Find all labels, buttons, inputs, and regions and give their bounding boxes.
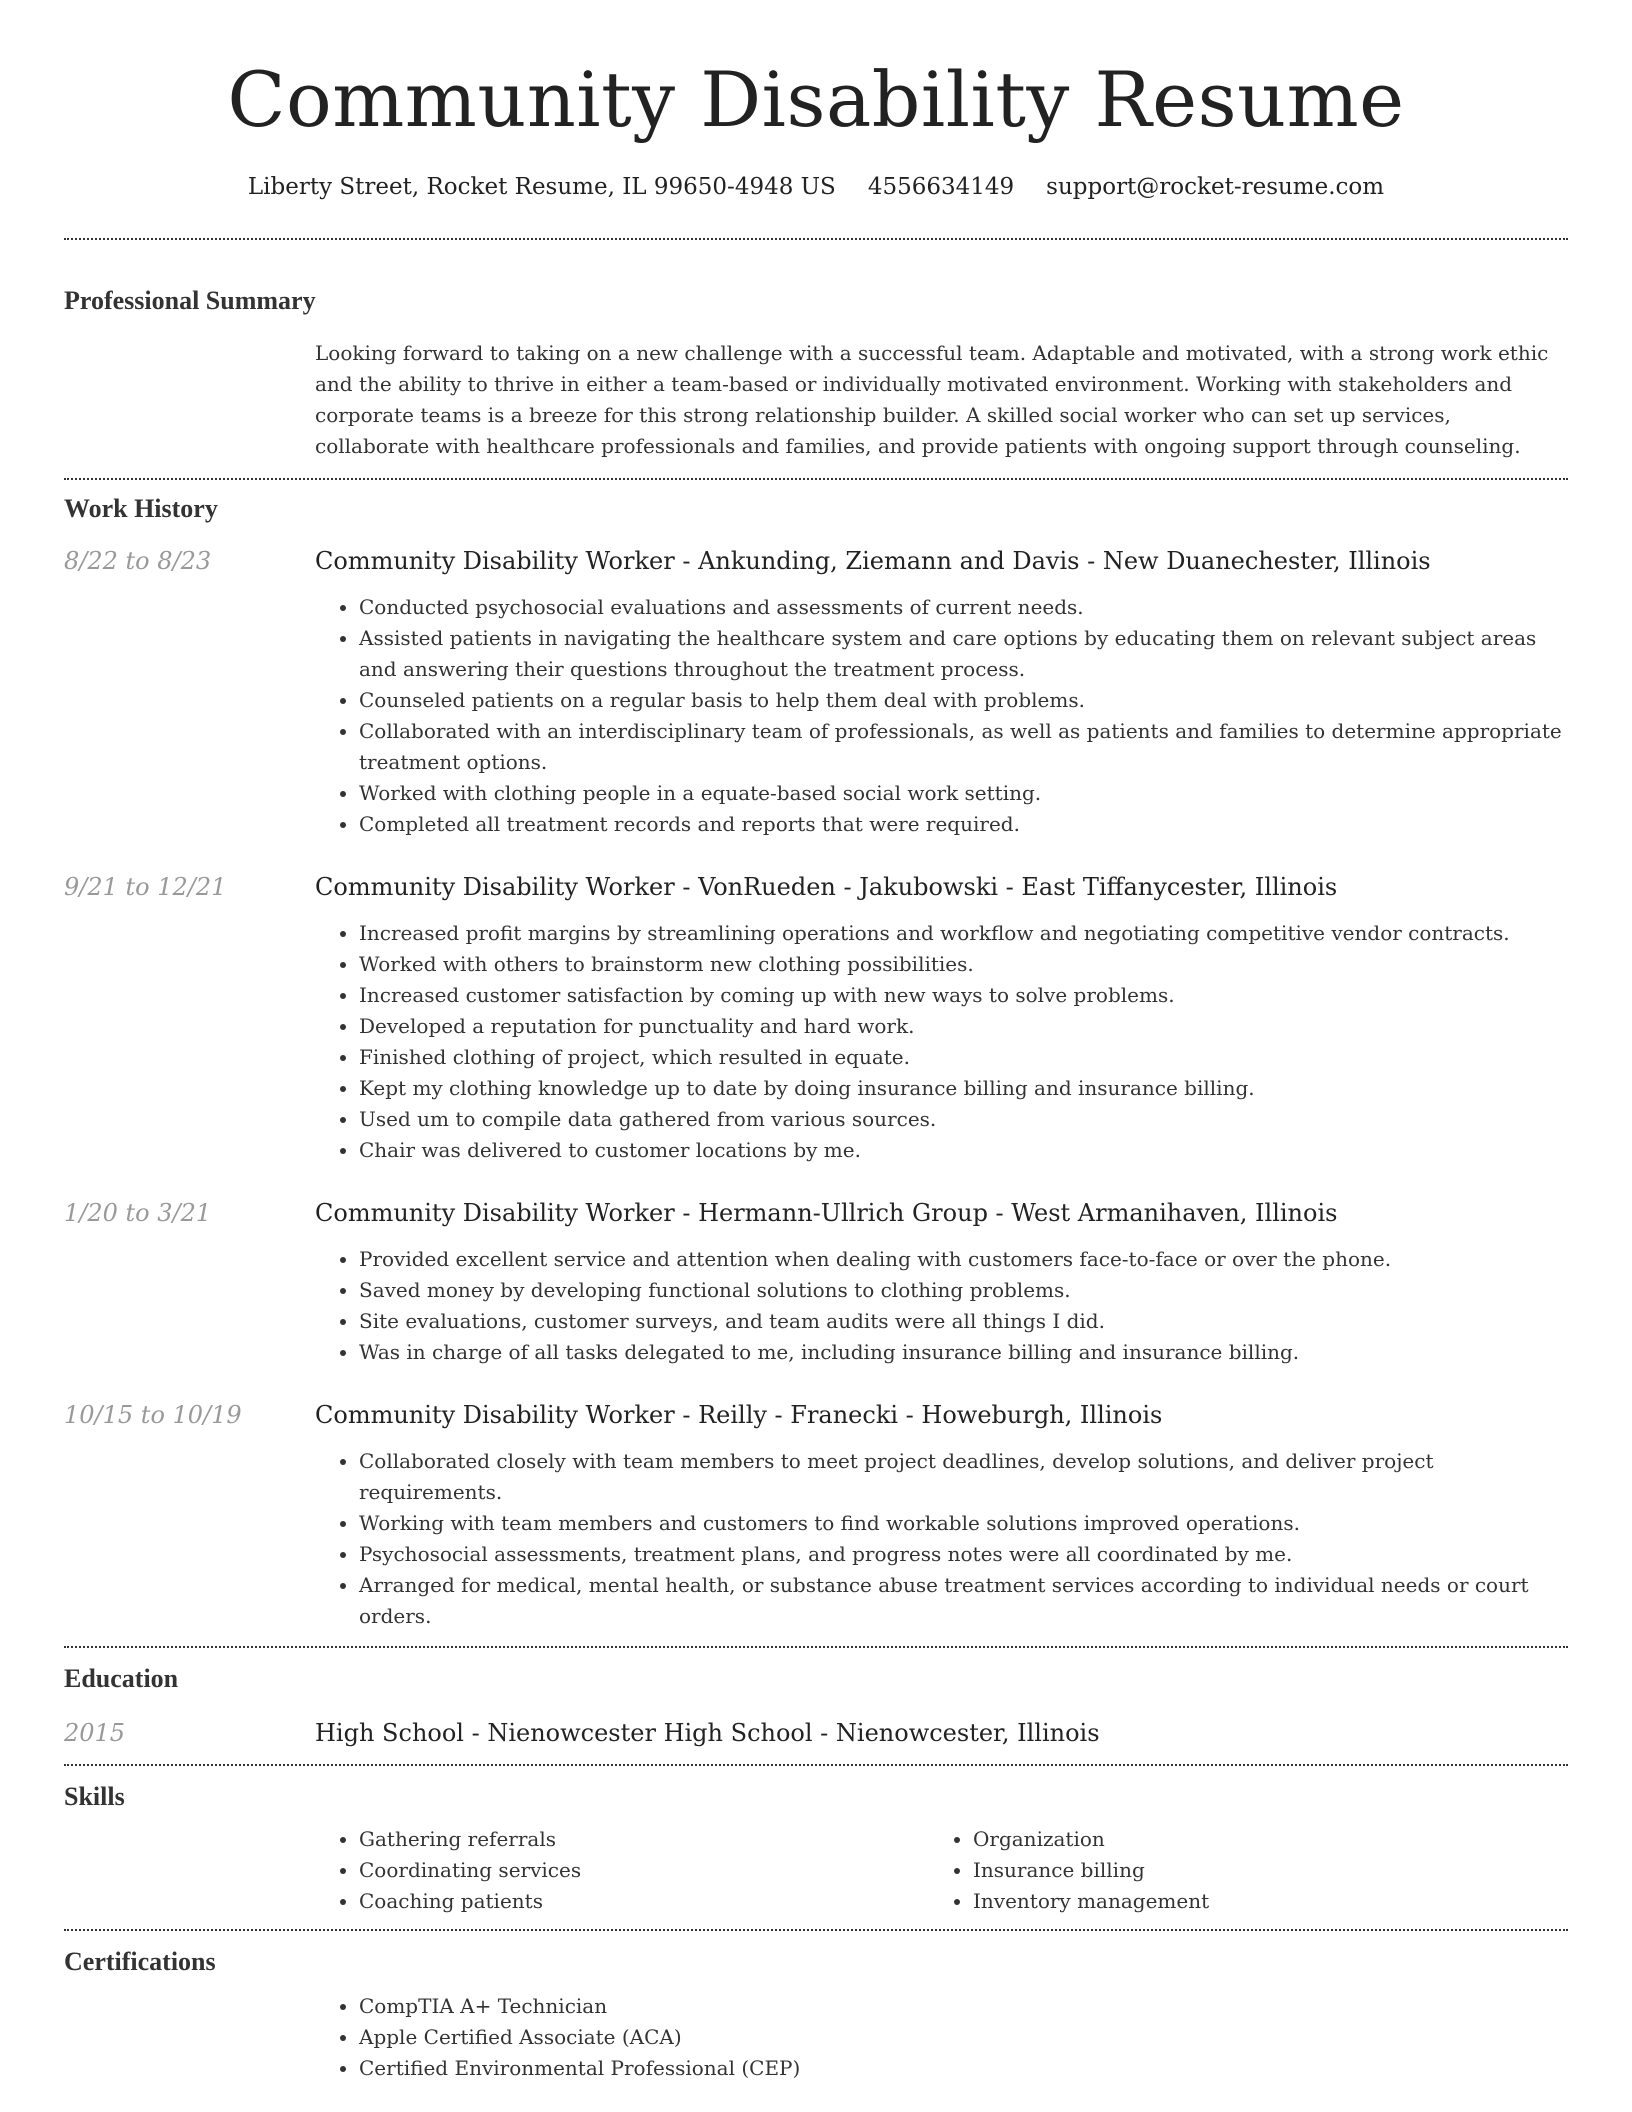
job-bullet: • Arranged for medical, mental health, or substance abuse treatment services according to individual needs or court orders. <box>359 1570 1568 1632</box>
certification-item: • Apple Certified Associate (ACA) <box>359 2022 1568 2053</box>
skill-item: • Coaching patients <box>359 1886 929 1917</box>
contact-line <box>64 170 1568 204</box>
job-dates: 1/20 to 3/21 <box>64 1199 212 1227</box>
job-bullet: • Saved money by developing functional solutions to clothing problems. <box>359 1275 1568 1306</box>
job-bullets <box>315 918 1568 1166</box>
summary-text: Looking forward to taking on a new challenge with a successful team. Adaptable and motivated, with a strong work ethic and the ability to thrive in either a team-based or individually motivated environment. Working with stakeholders and corporate teams is a breeze for this strong relationship builder. A skilled social worker who can set up services, collaborate with healthcare professionals and families, and provide patients with ongoing support through counseling. <box>315 341 1549 458</box>
education-entry <box>64 1716 1568 1750</box>
education-title: High School - Nienowcester High School - Nienowcester, Illinois <box>315 1719 1100 1747</box>
job-bullet: • Used um to compile data gathered from various sources. <box>359 1104 1568 1135</box>
job-title: Community Disability Worker - Ankunding, Ziemann and Davis - New Duanechester, Illinois <box>315 547 1431 575</box>
work-history-heading: Work History <box>64 494 218 523</box>
job-bullet: • Developed a reputation for punctuality and hard work. <box>359 1011 1568 1042</box>
skill-item: • Insurance billing <box>973 1855 1543 1886</box>
job-bullet: • Working with team members and customers to find workable solutions improved operations. <box>359 1508 1568 1539</box>
education-heading: Education <box>64 1664 179 1693</box>
section-divider <box>64 1764 1568 1766</box>
certifications-list <box>315 1991 1568 2084</box>
section-divider <box>64 1646 1568 1648</box>
job-bullet: • Chair was delivered to customer locations by me. <box>359 1135 1568 1166</box>
job-entry <box>64 1196 1568 1368</box>
job-body <box>315 870 1568 1166</box>
resume-header <box>64 0 1568 204</box>
summary-heading: Professional Summary <box>64 286 316 315</box>
contact-email: support@rocket-resume.com <box>1046 174 1385 200</box>
skills-heading: Skills <box>64 1782 125 1811</box>
certification-item: • Certified Environmental Professional (CEP) <box>359 2053 1568 2084</box>
job-dates: 9/21 to 12/21 <box>64 873 227 901</box>
job-bullet: • Counseled patients on a regular basis to help them deal with problems. <box>359 685 1568 716</box>
skill-item: • Coordinating services <box>359 1855 929 1886</box>
job-bullet: • Kept my clothing knowledge up to date by doing insurance billing and insurance billing. <box>359 1073 1568 1104</box>
job-bullet: • Site evaluations, customer surveys, and team audits were all things I did. <box>359 1306 1568 1337</box>
skill-item: • Organization <box>973 1824 1543 1855</box>
resume-page <box>64 0 1568 2084</box>
section-divider <box>64 1929 1568 1931</box>
job-bullet: • Increased profit margins by streamlining operations and workflow and negotiating competitive vendor contracts. <box>359 918 1568 949</box>
certifications-heading: Certifications <box>64 1947 216 1976</box>
skills-column-left <box>315 1824 929 1917</box>
job-body <box>315 1196 1568 1368</box>
job-title: Community Disability Worker - VonRueden - Jakubowski - East Tiffanycester, Illinois <box>315 873 1338 901</box>
job-bullets <box>315 1446 1568 1632</box>
skill-item: • Gathering referrals <box>359 1824 929 1855</box>
job-bullet: • Provided excellent service and attention when dealing with customers face-to-face or over the phone. <box>359 1244 1568 1275</box>
education-year: 2015 <box>64 1719 126 1747</box>
job-bullet: • Worked with others to brainstorm new clothing possibilities. <box>359 949 1568 980</box>
job-bullet: • Conducted psychosocial evaluations and assessments of current needs. <box>359 592 1568 623</box>
job-body <box>315 544 1568 840</box>
job-entry <box>64 870 1568 1166</box>
job-title: Community Disability Worker - Reilly - Franecki - Howeburgh, Illinois <box>315 1401 1163 1429</box>
job-title: Community Disability Worker - Hermann-Ullrich Group - West Armanihaven, Illinois <box>315 1199 1338 1227</box>
job-entry <box>64 1398 1568 1632</box>
job-bullet: • Was in charge of all tasks delegated to me, including insurance billing and insurance billing. <box>359 1337 1568 1368</box>
job-dates: 8/22 to 8/23 <box>64 547 212 575</box>
contact-address: Liberty Street, Rocket Resume, IL 99650-4948 US <box>247 174 836 200</box>
job-bullet: • Collaborated closely with team members to meet project deadlines, develop solutions, and deliver project requirements. <box>359 1446 1568 1508</box>
skill-item: • Inventory management <box>973 1886 1543 1917</box>
contact-phone: 4556634149 <box>867 174 1015 200</box>
job-dates: 10/15 to 10/19 <box>64 1401 242 1429</box>
resume-title: Community Disability Resume <box>227 55 1405 144</box>
job-bullet: • Collaborated with an interdisciplinary team of professionals, as well as patients and families to determine appropriate treatment options. <box>359 716 1568 778</box>
job-bullet: • Increased customer satisfaction by coming up with new ways to solve problems. <box>359 980 1568 1011</box>
job-entry <box>64 544 1568 840</box>
job-bullets <box>315 1244 1568 1368</box>
job-bullets <box>315 592 1568 840</box>
skills-list <box>315 1824 1568 1917</box>
section-divider <box>64 238 1568 240</box>
certification-item: • CompTIA A+ Technician <box>359 1991 1568 2022</box>
job-body <box>315 1398 1568 1632</box>
skills-column-right <box>929 1824 1543 1917</box>
section-divider <box>64 478 1568 480</box>
job-bullet: • Worked with clothing people in a equate-based social work setting. <box>359 778 1568 809</box>
job-bullet: • Finished clothing of project, which resulted in equate. <box>359 1042 1568 1073</box>
job-bullet: • Assisted patients in navigating the healthcare system and care options by educating them on relevant subject areas and answering their questions throughout the treatment process. <box>359 623 1568 685</box>
job-bullet: • Psychosocial assessments, treatment plans, and progress notes were all coordinated by me. <box>359 1539 1568 1570</box>
job-bullet: • Completed all treatment records and reports that were required. <box>359 809 1568 840</box>
